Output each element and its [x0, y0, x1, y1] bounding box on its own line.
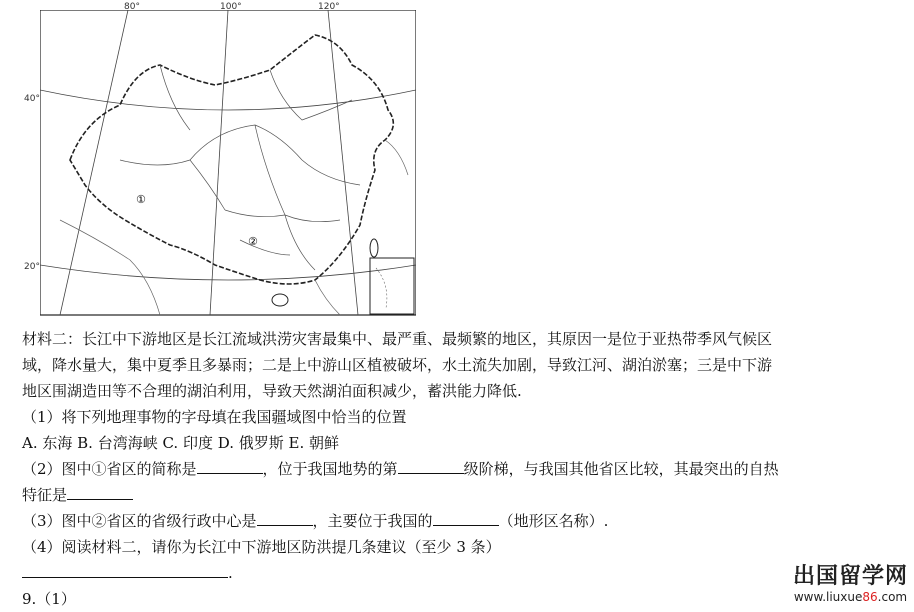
watermark-url-suffix: .com — [877, 590, 908, 604]
answer-blank-suggestions[interactable] — [22, 561, 228, 578]
answer-blank-abbrev[interactable] — [197, 457, 263, 474]
china-map-figure — [24, 2, 416, 320]
question-2-part-c: 级阶梯，与我国其他省区比较，其最突出的自热 — [463, 460, 779, 478]
watermark-url-num: 86 — [862, 590, 878, 604]
marker-2: ② — [248, 235, 258, 248]
answer-blank-feature[interactable] — [67, 483, 133, 500]
question-2-part-b: ，位于我国地势的第 — [262, 460, 398, 478]
question-3-part-a: （3）图中②省区的省级行政中心是 — [22, 512, 257, 530]
answer-blank-capital[interactable] — [257, 509, 313, 526]
lon-label-80: 80° — [124, 2, 140, 12]
lon-label-120: 120° — [318, 2, 340, 12]
question-3-part-c: （地形区名称）. — [498, 512, 609, 530]
marker-1: ① — [136, 193, 146, 206]
lon-label-100: 100° — [220, 2, 242, 12]
question-4: （4）阅读材料二，请你为长江中下游地区防洪提几条建议（至少 3 条） — [22, 538, 501, 556]
next-question: 9.（1） — [22, 590, 76, 608]
question-4-answer — [22, 560, 892, 586]
question-2-cont — [22, 482, 892, 508]
answer-blank-region[interactable] — [433, 509, 499, 526]
question-3 — [22, 508, 892, 534]
material-line-2: 域，降水量大，集中夏季且多暴雨；二是上中游山区植被破坏，水土流失加剧，导致江河、湖泊淤塞；三是中下游 — [22, 356, 773, 374]
question-text — [22, 326, 892, 612]
question-1: （1）将下列地理事物的字母填在我国疆域图中恰当的位置 — [22, 408, 407, 426]
answer-blank-step[interactable] — [398, 457, 464, 474]
watermark-title: 出国留学网 — [792, 564, 908, 589]
lat-label-40: 40° — [24, 94, 40, 104]
question-2-part-a: （2）图中①省区的简称是 — [22, 460, 197, 478]
material-line-3: 地区围湖造田等不合理的湖泊利用，导致天然湖泊面积减少，蓄洪能力降低. — [22, 382, 522, 400]
question-2 — [22, 456, 892, 482]
question-2-part-d: 特征是 — [22, 486, 68, 504]
watermark-url-prefix: www.liuxue — [793, 590, 863, 604]
question-4-end: . — [228, 564, 233, 582]
material-line-1: 材料二：长江中下游地区是长江流域洪涝灾害最集中、最严重、最频繁的地区，其原因一是位于亚热带季风气候区 — [22, 330, 773, 348]
lat-label-20: 20° — [24, 262, 40, 272]
site-watermark — [793, 559, 908, 604]
china-map-svg — [40, 10, 416, 320]
question-3-part-b: ，主要位于我国的 — [312, 512, 433, 530]
watermark-url — [793, 590, 908, 604]
question-1-options: A. 东海 B. 台湾海峡 C. 印度 D. 俄罗斯 E. 朝鲜 — [22, 434, 339, 452]
